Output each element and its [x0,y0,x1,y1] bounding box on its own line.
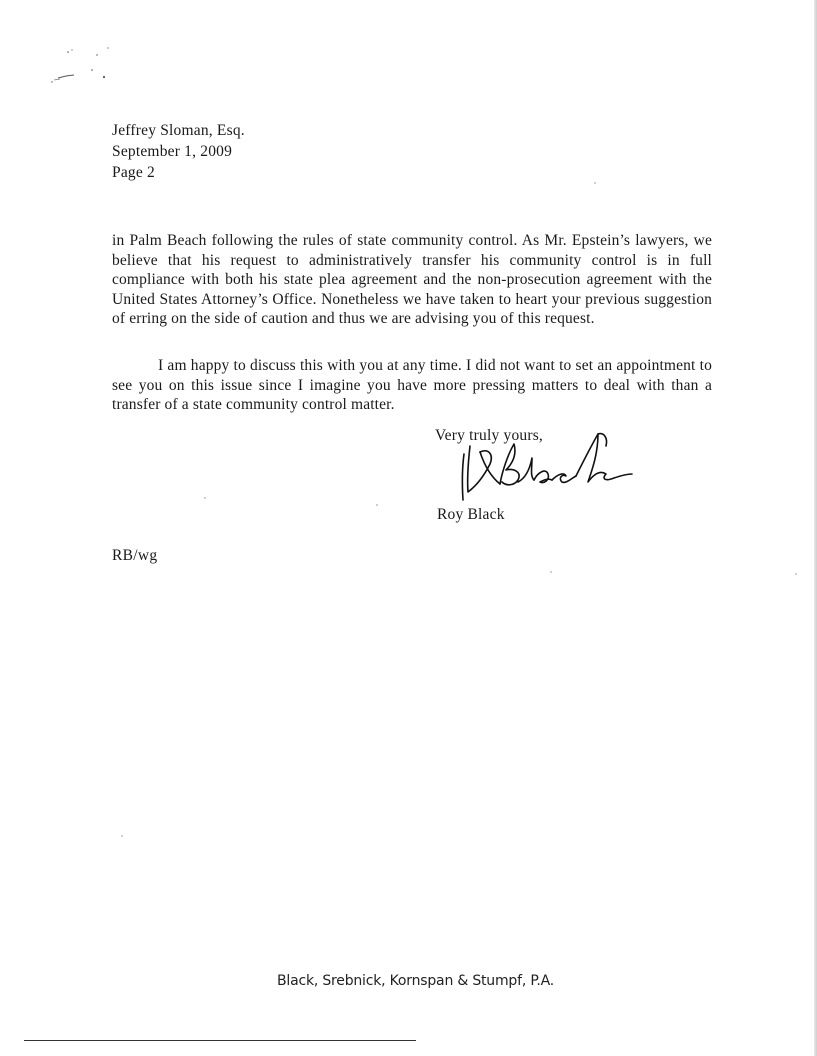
body-paragraph-2: I am happy to discuss this with you at any time. I did not want to set an appointment to see you on this issue since I imagine you have more pressing matters to deal with than a transfer of a state community control matter. [112,357,712,414]
typist-initials: RB/wg [112,547,158,564]
page-number: Page 2 [112,164,155,181]
letter-date: September 1, 2009 [112,143,233,160]
letter-header [112,120,245,183]
recipient-name: Jeffrey Sloman, Esq. [112,122,245,139]
firm-footer: Black, Srebnick, Kornspan & Stumpf, P.A. [276,973,555,989]
valediction: Very truly yours, [435,427,544,444]
body-paragraph-1: in Palm Beach following the rules of state community control. As Mr. Epstein’s lawyers, we believe that his request to administratively transfer his community control is in full compliance with both his state plea agreement and the non-prosecution agreement with the United States Attorney’s Office. Nonetheless we have taken to heart your previous suggestion of erring on the side of caution and thus we are advising you of this request. [112,232,712,328]
signer-name: Roy Black [437,506,505,523]
footer-rule [24,1040,416,1041]
